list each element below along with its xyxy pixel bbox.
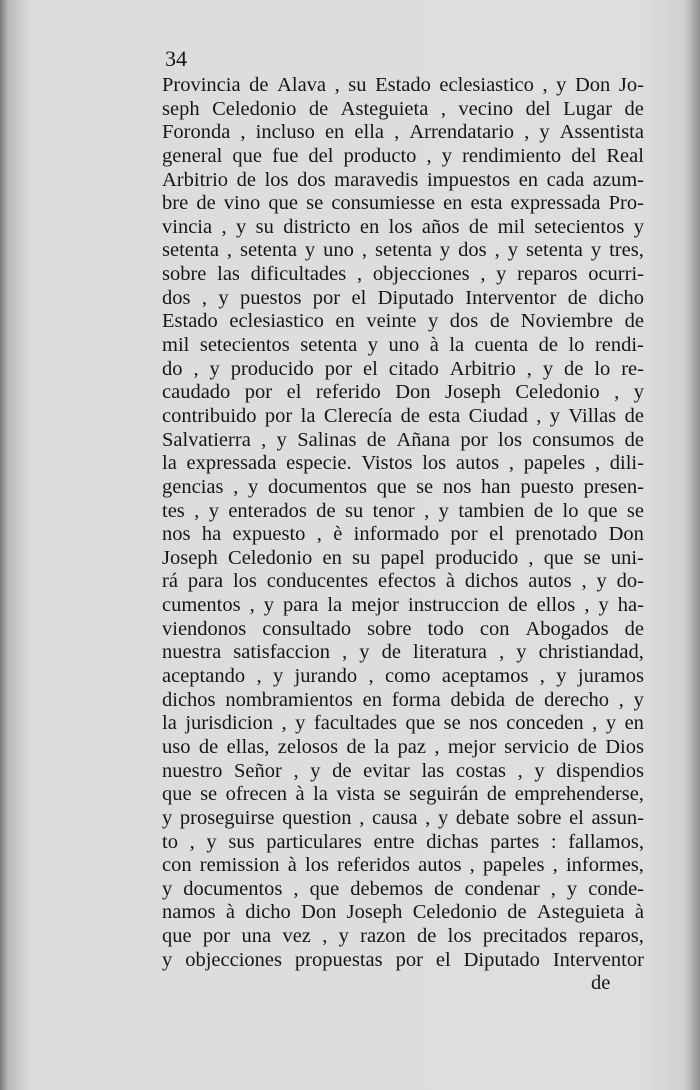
text-line: nuestra satisfaccion , y de literatura , y christiandad, xyxy=(162,641,644,664)
catchword: de xyxy=(591,972,611,994)
text-line: la expressada especie. Vistos los autos , papeles , dili- xyxy=(162,452,644,475)
text-line: Provincia de Alava , su Estado eclesiastico , y Don Jo- xyxy=(162,74,644,96)
text-line: namos à dicho Don Joseph Celedonio de Asteguieta à xyxy=(162,901,644,924)
text-line: que por una vez , y razon de los precitados reparos, xyxy=(162,925,644,948)
page-number: 34 xyxy=(165,46,187,71)
text-line: viendonos consultado sobre todo con Abogados de xyxy=(162,617,644,640)
text-line: cumentos , y para la mejor instruccion de ellos , y ha- xyxy=(162,594,644,617)
text-line: Joseph Celedonio en su papel producido , que se uni- xyxy=(162,546,644,569)
text-line: Foronda , incluso en ella , Arrendatario , y Assentista xyxy=(162,121,644,144)
body-text xyxy=(162,74,644,972)
text-line: to , y sus particulares entre dichas partes : fallamos, xyxy=(162,830,644,853)
text-line: y documentos , que debemos de condenar , y conde- xyxy=(162,877,644,900)
text-line: la jurisdicion , y facultades que se nos conceden , y en xyxy=(162,712,644,735)
text-line: sobre las dificultades , objecciones , y reparos ocurri- xyxy=(162,263,644,286)
text-line: y proseguirse question , causa , y debate sobre el assun- xyxy=(162,806,644,829)
text-line: vincia , y su districto en los años de mil setecientos y xyxy=(162,215,644,238)
text-line: dichos nombramientos en forma debida de derecho , y xyxy=(162,688,644,711)
text-line: nuestro Señor , y de evitar las costas , y dispendios xyxy=(162,759,644,782)
text-line: setenta , setenta y uno , setenta y dos , y setenta y tres, xyxy=(162,239,644,262)
text-line: seph Celedonio de Asteguieta , vecino del Lugar de xyxy=(162,97,644,120)
text-line: dos , y puestos por el Diputado Interventor de dicho xyxy=(162,286,644,309)
text-line: contribuido por la Clerecía de esta Ciudad , y Villas de xyxy=(162,404,644,427)
text-line: rá para los conducentes efectos à dichos autos , y do- xyxy=(162,570,644,593)
text-line: tes , y enterados de su tenor , y tambien de lo que se xyxy=(162,499,644,522)
text-line: bre de vino que se consumiesse en esta expressada Pro- xyxy=(162,192,644,215)
text-line: Arbitrio de los dos maravedis impuestos en cada azum- xyxy=(162,168,644,191)
text-line: gencias , y documentos que se nos han puesto presen- xyxy=(162,475,644,498)
text-line: do , y producido por el citado Arbitrio , y de lo re- xyxy=(162,357,644,380)
text-line: con remission à los referidos autos , papeles , informes, xyxy=(162,854,644,877)
text-line: mil setecientos setenta y uno à la cuenta de lo rendi- xyxy=(162,334,644,357)
text-line: uso de ellas, zelosos de la paz , mejor servicio de Dios xyxy=(162,735,644,758)
text-line: Salvatierra , y Salinas de Añana por los consumos de xyxy=(162,428,644,451)
text-line: nos ha expuesto , è informado por el prenotado Don xyxy=(162,523,644,546)
text-line: Estado eclesiastico en veinte y dos de Noviembre de xyxy=(162,310,644,333)
text-line: que se ofrecen à la vista se seguirán de emprehenderse, xyxy=(162,783,644,806)
text-line: caudado por el referido Don Joseph Celedonio , y xyxy=(162,381,644,404)
text-line: general que fue del producto , y rendimiento del Real xyxy=(162,144,644,167)
text-line: aceptando , y jurando , como aceptamos , y juramos xyxy=(162,665,644,688)
text-line: y objecciones propuestas por el Diputado Interventor xyxy=(162,948,644,971)
